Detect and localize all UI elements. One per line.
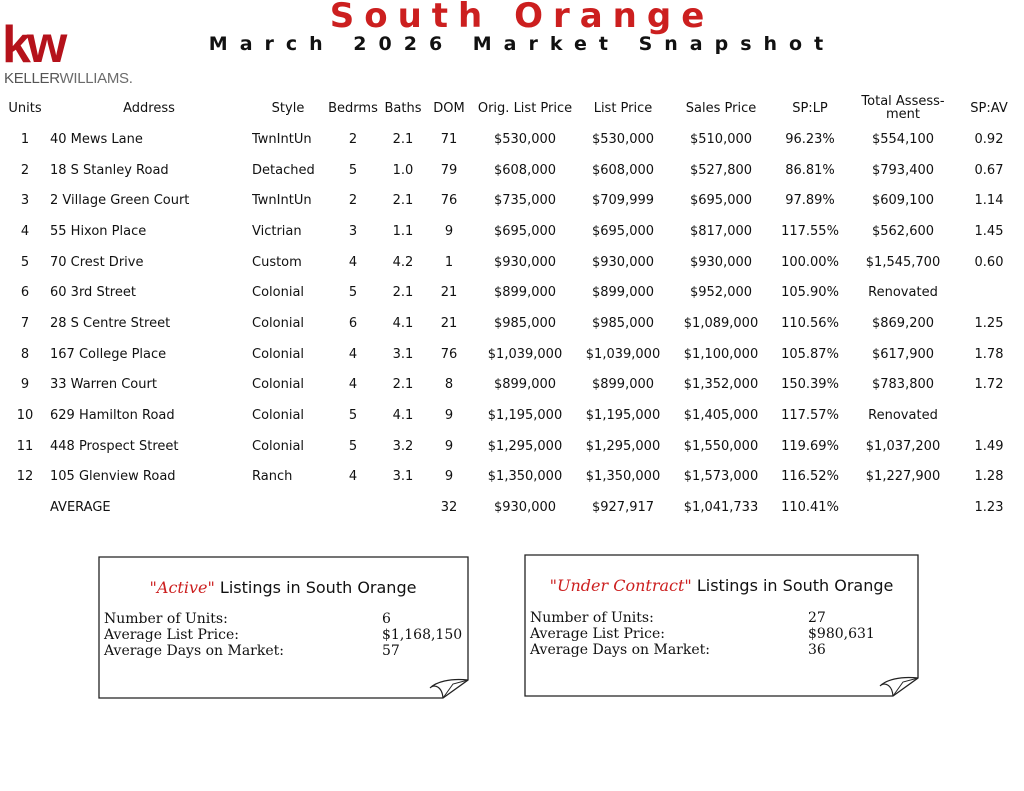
cell-list-price: $1,195,000 [585, 408, 661, 424]
cell-list-price: $899,000 [591, 377, 655, 393]
cell-list-price: $930,000 [591, 254, 655, 270]
col-header-dom: DOM [433, 100, 465, 116]
cell-sales-price: $930,000 [689, 254, 753, 270]
market-table-wrapper [4, 92, 1020, 523]
cell-sp-av: 1.72 [974, 377, 1004, 393]
cell-unit: 10 [16, 408, 34, 424]
cell-style: Colonial [252, 285, 305, 301]
cell-sales-price: $1,089,000 [683, 315, 759, 331]
cell-address: 70 Crest Drive [50, 254, 144, 270]
cell-list-price: $695,000 [591, 223, 655, 239]
active-units-row: Number of Units: 6 [104, 611, 391, 627]
cell-orig-list-price: $899,000 [493, 377, 557, 393]
cell-address: 105 Glenview Road [50, 469, 176, 485]
cell-baths: 2.1 [392, 131, 414, 147]
table-row [4, 277, 1020, 308]
cell-style: Colonial [252, 346, 305, 362]
cell-sp-av: 0.67 [974, 162, 1004, 178]
col-header-address: Address [123, 100, 175, 116]
cell-orig-list-price: $1,039,000 [487, 346, 563, 362]
cell-total-assessment: Renovated [868, 285, 938, 301]
cell-style: Detached [252, 162, 315, 178]
cell-bedrooms: 5 [348, 285, 358, 301]
cell-sp-lp: 105.90% [781, 285, 839, 301]
col-header-total-assessment: Total Assess-ment [861, 94, 945, 122]
cell-unit: 12 [16, 469, 34, 485]
cell-style: Colonial [252, 408, 305, 424]
cell-style: TwnIntUn [252, 193, 312, 209]
cell-dom: 9 [444, 438, 454, 454]
cell-sp-lp: 105.87% [781, 346, 839, 362]
cell-dom: 9 [444, 469, 454, 485]
cell-dom: 71 [440, 131, 458, 147]
cell-total-assessment: $783,800 [871, 377, 935, 393]
cell-unit: 11 [16, 438, 34, 454]
cell-sp-av: 0.92 [974, 131, 1004, 147]
cell-baths: 2.1 [392, 377, 414, 393]
cell-style: TwnIntUn [252, 131, 312, 147]
col-header-sp-av: SP:AV [970, 100, 1008, 116]
col-header-bedrooms: Bedrms [328, 100, 378, 116]
table-row [4, 308, 1020, 339]
cell-sales-price: $1,405,000 [683, 408, 759, 424]
table-body [4, 124, 1020, 523]
cell-sp-lp: 110.56% [781, 315, 839, 331]
uc-avg-price-row: Average List Price: $980,631 [530, 626, 875, 642]
cell-bedrooms: 5 [348, 162, 358, 178]
cell-bedrooms: 4 [348, 254, 358, 270]
cell-sp-lp: 100.00% [781, 254, 839, 270]
cell-style [252, 492, 324, 523]
cell-style: Custom [252, 254, 302, 270]
cell-dom: 76 [440, 346, 458, 362]
cell-unit: 4 [20, 223, 30, 239]
uc-units-row: Number of Units: 27 [530, 610, 826, 626]
cell-sp-av: 1.23 [974, 500, 1004, 516]
cell-baths: 3.1 [392, 346, 414, 362]
active-listings-title: "Active" Listings in South Orange [149, 578, 417, 597]
cell-address: 60 3rd Street [50, 285, 136, 301]
cell-sales-price: $952,000 [689, 285, 753, 301]
cell-sp-av: 1.78 [974, 346, 1004, 362]
cell-baths: 1.1 [392, 223, 414, 239]
cell-sp-av: 1.45 [974, 223, 1004, 239]
cell-sp-lp: 117.55% [781, 223, 839, 239]
col-header-sales-price: Sales Price [685, 100, 757, 116]
cell-list-price: $927,917 [591, 500, 655, 516]
cell-baths: 4.1 [392, 315, 414, 331]
cell-address: 28 S Centre Street [50, 315, 171, 331]
cell-total-assessment: $617,900 [871, 346, 935, 362]
cell-sp-lp: 116.52% [781, 469, 839, 485]
active-avg-dom-row: Average Days on Market: 57 [104, 643, 400, 659]
cell-sp-lp: 119.69% [781, 438, 839, 454]
cell-style: Colonial [252, 438, 305, 454]
cell-list-price: $1,350,000 [585, 469, 661, 485]
cell-sp-av: 1.28 [974, 469, 1004, 485]
cell-total-assessment: $554,100 [871, 131, 935, 147]
cell-baths: 2.1 [392, 285, 414, 301]
cell-style: Colonial [252, 377, 305, 393]
cell-list-price: $985,000 [591, 315, 655, 331]
col-header-sp-lp: SP:LP [792, 100, 828, 116]
cell-style: Colonial [252, 315, 305, 331]
active-avg-price-row: Average List Price: $1,168,150 [104, 627, 463, 643]
cell-sp-av: 1.14 [974, 193, 1004, 209]
cell-orig-list-price: $608,000 [493, 162, 557, 178]
cell-sp-lp: 97.89% [785, 193, 835, 209]
cell-bedrooms: 4 [348, 377, 358, 393]
cell-dom: 9 [444, 408, 454, 424]
cell-dom: 1 [444, 254, 454, 270]
cell-bedrooms: 2 [348, 193, 358, 209]
cell-dom: 8 [444, 377, 454, 393]
cell-baths: 4.1 [392, 408, 414, 424]
cell-list-price: $709,999 [591, 193, 655, 209]
table-row [4, 462, 1020, 493]
cell-dom: 32 [440, 500, 458, 516]
cell-sp-av [958, 400, 1020, 431]
table-header-row [4, 92, 1020, 124]
cell-baths: 3.1 [392, 469, 414, 485]
cell-sales-price: $1,100,000 [683, 346, 759, 362]
svg-text:kw: kw [2, 22, 64, 70]
cell-sp-lp: 86.81% [785, 162, 835, 178]
under-contract-title: "Under Contract" Listings in South Orange [549, 576, 894, 595]
cell-sales-price: $817,000 [689, 223, 753, 239]
cell-bedrooms: 6 [348, 315, 358, 331]
cell-address: 448 Prospect Street [50, 438, 179, 454]
cell-total-assessment: $1,545,700 [865, 254, 941, 270]
cell-dom: 9 [444, 223, 454, 239]
cell-total-assessment: $869,200 [871, 315, 935, 331]
cell-sp-lp: 117.57% [781, 408, 839, 424]
cell-sp-av: 1.25 [974, 315, 1004, 331]
cell-unit: 8 [20, 346, 30, 362]
cell-address: 55 Hixon Place [50, 223, 147, 239]
page-title: South Orange [329, 0, 715, 36]
cell-address: 2 Village Green Court [50, 193, 190, 209]
cell-bedrooms: 3 [348, 223, 358, 239]
cell-bedrooms: 4 [348, 469, 358, 485]
cell-unit: 6 [20, 285, 30, 301]
cell-unit: 3 [20, 193, 30, 209]
cell-sales-price: $695,000 [689, 193, 753, 209]
table-row [4, 216, 1020, 247]
cell-unit: 7 [20, 315, 30, 331]
cell-sp-av [958, 277, 1020, 308]
cell-unit: 1 [20, 131, 30, 147]
cell-unit: 2 [20, 162, 30, 178]
cell-sales-price: $510,000 [689, 131, 753, 147]
cell-list-price: $608,000 [591, 162, 655, 178]
table-average-row [4, 492, 1020, 523]
cell-total-assessment: $609,100 [871, 193, 935, 209]
active-listings-card [98, 556, 468, 698]
cell-address: 40 Mews Lane [50, 131, 143, 147]
cell-unit: 9 [20, 377, 30, 393]
cell-sales-price: $1,041,733 [683, 500, 759, 516]
cell-total-assessment [848, 492, 958, 523]
cell-sp-av: 0.60 [974, 254, 1004, 270]
table-row [4, 400, 1020, 431]
cell-list-price: $1,039,000 [585, 346, 661, 362]
cell-address: 167 College Place [50, 346, 167, 362]
cell-sales-price: $1,573,000 [683, 469, 759, 485]
cell-orig-list-price: $1,195,000 [487, 408, 563, 424]
cell-orig-list-price: $530,000 [493, 131, 557, 147]
cell-sp-lp: 110.41% [781, 500, 839, 516]
cell-sp-lp: 96.23% [785, 131, 835, 147]
cell-dom: 76 [440, 193, 458, 209]
cell-orig-list-price: $1,350,000 [487, 469, 563, 485]
table-row [4, 124, 1020, 155]
col-header-orig-list-price: Orig. List Price [477, 100, 573, 116]
cell-sales-price: $1,352,000 [683, 377, 759, 393]
cell-style: Victrian [252, 223, 302, 239]
cell-bedrooms: 2 [348, 131, 358, 147]
cell-sp-lp: 150.39% [781, 377, 839, 393]
cell-unit: 5 [20, 254, 30, 270]
table-row [4, 185, 1020, 216]
cell-orig-list-price: $735,000 [493, 193, 557, 209]
uc-avg-dom-row: Average Days on Market: 36 [530, 642, 826, 658]
cell-orig-list-price: $930,000 [493, 254, 557, 270]
table-row [4, 155, 1020, 186]
logo-wordmark: KELLERWILLIAMS. [4, 70, 133, 87]
table-row [4, 339, 1020, 370]
cell-dom: 79 [440, 162, 458, 178]
col-header-units: Units [8, 100, 42, 116]
cell-orig-list-price: $985,000 [493, 315, 557, 331]
cell-dom: 21 [440, 315, 458, 331]
cell-orig-list-price: $930,000 [493, 500, 557, 516]
cell-dom: 21 [440, 285, 458, 301]
cell-total-assessment: $793,400 [871, 162, 935, 178]
cell-baths: 2.1 [392, 193, 414, 209]
cell-bedrooms [324, 492, 382, 523]
cell-baths [382, 492, 424, 523]
cell-total-assessment: $1,037,200 [865, 438, 941, 454]
col-header-baths: Baths [384, 100, 422, 116]
cell-baths: 1.0 [392, 162, 414, 178]
cell-sales-price: $1,550,000 [683, 438, 759, 454]
cell-baths: 3.2 [392, 438, 414, 454]
cell-address: 18 S Stanley Road [50, 162, 169, 178]
page-subtitle: March 2026 Market Snapshot [208, 33, 836, 55]
cell-baths: 4.2 [392, 254, 414, 270]
cell-address: 629 Hamilton Road [50, 408, 175, 424]
cell-unit [4, 492, 46, 523]
cell-bedrooms: 5 [348, 438, 358, 454]
cell-address: 33 Warren Court [50, 377, 157, 393]
cell-orig-list-price: $899,000 [493, 285, 557, 301]
table-row [4, 431, 1020, 462]
col-header-list-price: List Price [593, 100, 653, 116]
cell-list-price: $1,295,000 [585, 438, 661, 454]
cell-sp-av: 1.49 [974, 438, 1004, 454]
cell-list-price: $530,000 [591, 131, 655, 147]
cell-orig-list-price: $1,295,000 [487, 438, 563, 454]
cell-total-assessment: $1,227,900 [865, 469, 941, 485]
table-row [4, 247, 1020, 278]
cell-total-assessment: Renovated [868, 408, 938, 424]
col-header-style: Style [271, 100, 305, 116]
cell-total-assessment: $562,600 [871, 223, 935, 239]
cell-bedrooms: 4 [348, 346, 358, 362]
cell-sales-price: $527,800 [689, 162, 753, 178]
cell-address: AVERAGE [50, 500, 111, 516]
cell-list-price: $899,000 [591, 285, 655, 301]
cell-bedrooms: 5 [348, 408, 358, 424]
market-snapshot-table [4, 92, 1020, 523]
under-contract-listings-card [524, 554, 919, 696]
table-row [4, 370, 1020, 401]
cell-orig-list-price: $695,000 [493, 223, 557, 239]
cell-style: Ranch [252, 469, 293, 485]
